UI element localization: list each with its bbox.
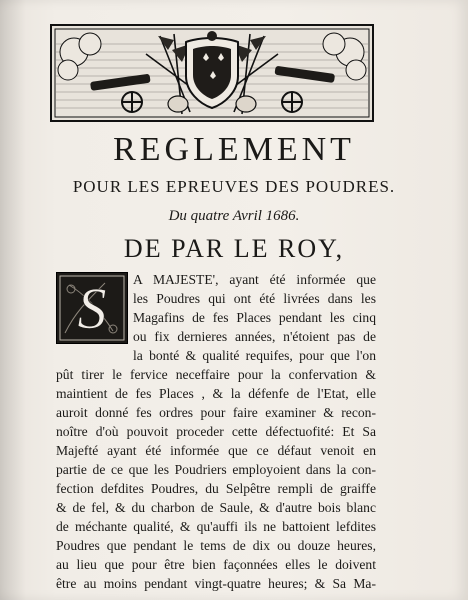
body-line: Magafins de fes Places pendant les cinq	[133, 310, 376, 325]
body-line: Majefté ayant été informée que ce défaut venoit en	[56, 443, 376, 458]
body-line: de méchante qualité, & qu'auffi ils ne battoient lefdites	[56, 519, 376, 534]
document-title: REGLEMENT	[113, 131, 355, 168]
royal-arms-headpiece-icon	[50, 24, 374, 122]
body-line: au lieu que pour être bien façonnées elles le doivent	[56, 557, 376, 572]
body-line: les Poudres qui ont été livrées dans les	[133, 291, 376, 306]
dropcap-ornament-svg	[57, 273, 127, 343]
decree-heading: DE PAR LE ROY,	[123, 234, 345, 263]
dropcap-letter: S	[77, 276, 107, 341]
document-date: Du quatre Avril 1686.	[168, 208, 300, 224]
body-line: fection defdites Poudres, du Selpêtre rempli de graiffe	[56, 481, 376, 496]
body-line: noître d'où pouvoit proceder cette défectuofité: Et Sa	[56, 424, 376, 439]
body-line: partie de ce que les Poudriers employoient dans la con-	[56, 462, 376, 477]
body-line: maintient de fes Places , & la défenfe de l'Etat, elle	[56, 386, 376, 401]
body-line: & de fel, & du charbon de Saule, & d'autre bois blanc	[56, 500, 376, 515]
body-line: auroit donné fes ordres pour faire examiner & recon-	[56, 405, 376, 420]
body-line: pût tirer le fervice neceffaire pour la confervation &	[56, 367, 376, 382]
page-fold-shadow	[0, 0, 26, 600]
body-line: être au moins pendant vingt-quatre heures; & Sa Ma-	[56, 576, 376, 591]
body-line: A MAJESTE', ayant été informée que	[133, 272, 376, 287]
document-subtitle: POUR LES EPREUVES DES POUDRES.	[72, 177, 396, 196]
ornamental-initial-s-icon	[56, 272, 128, 344]
body-line: Poudres que pendant le tems de dix ou douze heures,	[56, 538, 376, 553]
body-line: la bonté & qualité requifes, pour que l'on	[133, 348, 376, 363]
body-line: ou fix dernieres années, n'étoient pas de	[133, 329, 376, 344]
